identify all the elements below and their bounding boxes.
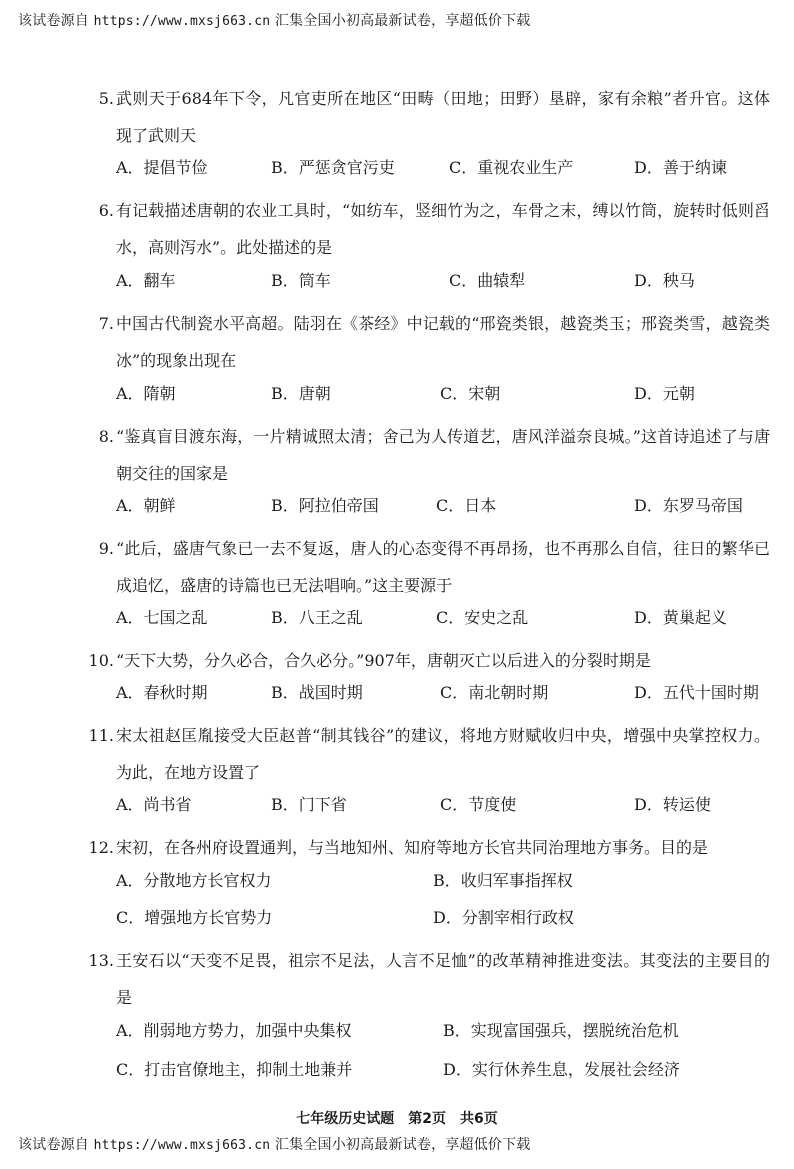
banner-suffix: 汇集全国小初高最新试卷，享超低价下载 <box>274 13 531 29</box>
option-d[interactable]: D．黄巢起义 <box>634 608 727 627</box>
options-5 <box>116 155 776 179</box>
options-13-row-2 <box>116 1057 776 1081</box>
option-d[interactable]: D．元朝 <box>634 384 695 403</box>
question-12 <box>74 829 770 866</box>
banner-suffix: 汇集全国小初高最新试卷，享超低价下载 <box>274 1137 531 1153</box>
options-8 <box>116 493 776 517</box>
question-number: 10. <box>88 651 114 670</box>
option-d[interactable]: D．秧马 <box>634 271 695 290</box>
question-number: 8. <box>98 427 114 446</box>
options-12-row-2 <box>116 905 776 929</box>
banner-url[interactable]: https://www.mxsj663.cn <box>93 14 271 29</box>
options-9 <box>116 605 776 629</box>
option-c[interactable]: C．打击官僚地主，抑制土地兼并 <box>116 1060 353 1079</box>
options-7 <box>116 381 776 405</box>
banner-prefix: 该试卷源自 <box>18 13 89 29</box>
banner-prefix: 该试卷源自 <box>18 1137 89 1153</box>
option-d[interactable]: D．转运使 <box>634 795 711 814</box>
option-d[interactable]: D．分割宰相行政权 <box>433 908 574 927</box>
question-number: 11. <box>88 726 114 745</box>
option-d[interactable]: D．善于纳谏 <box>634 158 727 177</box>
question-7 <box>74 305 770 379</box>
question-6 <box>74 192 770 266</box>
question-stem: 武则天于684年下令，凡官吏所在地区“田畴（田地；田野）垦辟，家有余粮”者升官。这体现了武则天 <box>116 89 770 145</box>
question-number: 5. <box>98 89 114 108</box>
options-12-row-1 <box>116 868 776 892</box>
question-10 <box>74 642 770 679</box>
question-number: 12. <box>88 838 114 857</box>
option-b[interactable]: B．筒车 <box>271 271 331 290</box>
option-a[interactable]: A．尚书省 <box>116 795 192 814</box>
question-number: 7. <box>98 314 114 333</box>
options-10 <box>116 680 776 704</box>
question-stem: “此后，盛唐气象已一去不复返，唐人的心态变得不再昂扬，也不再那么自信，往日的繁华已成追忆，盛唐的诗篇也已无法唱响。”这主要源于 <box>116 539 770 595</box>
question-stem: 中国古代制瓷水平高超。陆羽在《茶经》中记载的“邢瓷类银，越瓷类玉；邢瓷类雪，越瓷类冰”的现象出现在 <box>116 314 770 370</box>
option-b[interactable]: B．门下省 <box>271 795 347 814</box>
options-6 <box>116 268 776 292</box>
question-9 <box>74 530 770 604</box>
option-c[interactable]: C．重视农业生产 <box>449 158 574 177</box>
option-b[interactable]: B．严惩贪官污吏 <box>271 158 395 177</box>
question-8 <box>74 418 770 492</box>
option-c[interactable]: C．安史之乱 <box>436 608 529 627</box>
option-b[interactable]: B．阿拉伯帝国 <box>271 496 379 515</box>
question-number: 9. <box>98 539 114 558</box>
question-13 <box>74 942 770 1016</box>
option-a[interactable]: A．七国之乱 <box>116 608 208 627</box>
option-a[interactable]: A．翻车 <box>116 271 176 290</box>
option-d[interactable]: D．五代十国时期 <box>634 683 759 702</box>
option-b[interactable]: B．战国时期 <box>271 683 363 702</box>
option-c[interactable]: C．日本 <box>436 496 497 515</box>
option-b[interactable]: B．唐朝 <box>271 384 331 403</box>
page-number-footer: 七年级历史试题 第2页 共6页 <box>296 1111 498 1127</box>
option-a[interactable]: A．提倡节俭 <box>116 158 208 177</box>
option-d[interactable]: D．东罗马帝国 <box>634 496 743 515</box>
banner-url[interactable]: https://www.mxsj663.cn <box>93 1138 271 1153</box>
option-c[interactable]: C．南北朝时期 <box>440 683 549 702</box>
question-stem: 宋太祖赵匡胤接受大臣赵普“制其钱谷”的建议，将地方财赋收归中央，增强中央掌控权力。为此，在地方设置了 <box>116 726 770 782</box>
option-a[interactable]: A．隋朝 <box>116 384 176 403</box>
option-b[interactable]: B．实现富国强兵，摆脱统治危机 <box>443 1021 679 1040</box>
option-c[interactable]: C．增强地方长官势力 <box>116 908 273 927</box>
option-a[interactable]: A．朝鲜 <box>116 496 176 515</box>
question-stem: 有记载描述唐朝的农业工具时，“如纺车，竖细竹为之，车骨之末，缚以竹筒，旋转时低则舀水，高则泻水”。此处描述的是 <box>116 201 770 257</box>
source-banner-bottom <box>18 1134 784 1154</box>
question-stem: “鉴真盲目渡东海，一片精诚照太清；舍己为人传道艺，唐风洋溢奈良城。”这首诗追述了与唐朝交往的国家是 <box>116 427 770 483</box>
question-stem: 王安石以“天变不足畏，祖宗不足法，人言不足恤”的改革精神推进变法。其变法的主要目的是 <box>116 951 770 1007</box>
question-stem: “天下大势，分久必合，合久必分。”907年，唐朝灭亡以后进入的分裂时期是 <box>116 651 651 670</box>
option-a[interactable]: A．削弱地方势力，加强中央集权 <box>116 1021 352 1040</box>
question-5 <box>74 80 770 154</box>
option-d[interactable]: D．实行休养生息，发展社会经济 <box>443 1060 680 1079</box>
option-b[interactable]: B．八王之乱 <box>271 608 363 627</box>
question-number: 13. <box>88 951 114 970</box>
option-c[interactable]: C．宋朝 <box>440 384 501 403</box>
option-b[interactable]: B．收归军事指挥权 <box>433 871 573 890</box>
question-11 <box>74 717 770 791</box>
options-13-row-1 <box>116 1018 776 1042</box>
question-stem: 宋初，在各州府设置通判，与当地知州、知府等地方长官共同治理地方事务。目的是 <box>116 838 709 857</box>
question-number: 6. <box>98 201 114 220</box>
option-c[interactable]: C．节度使 <box>440 795 517 814</box>
options-11 <box>116 792 776 816</box>
option-c[interactable]: C．曲辕犁 <box>449 271 526 290</box>
option-a[interactable]: A．春秋时期 <box>116 683 208 702</box>
option-a[interactable]: A．分散地方长官权力 <box>116 871 272 890</box>
